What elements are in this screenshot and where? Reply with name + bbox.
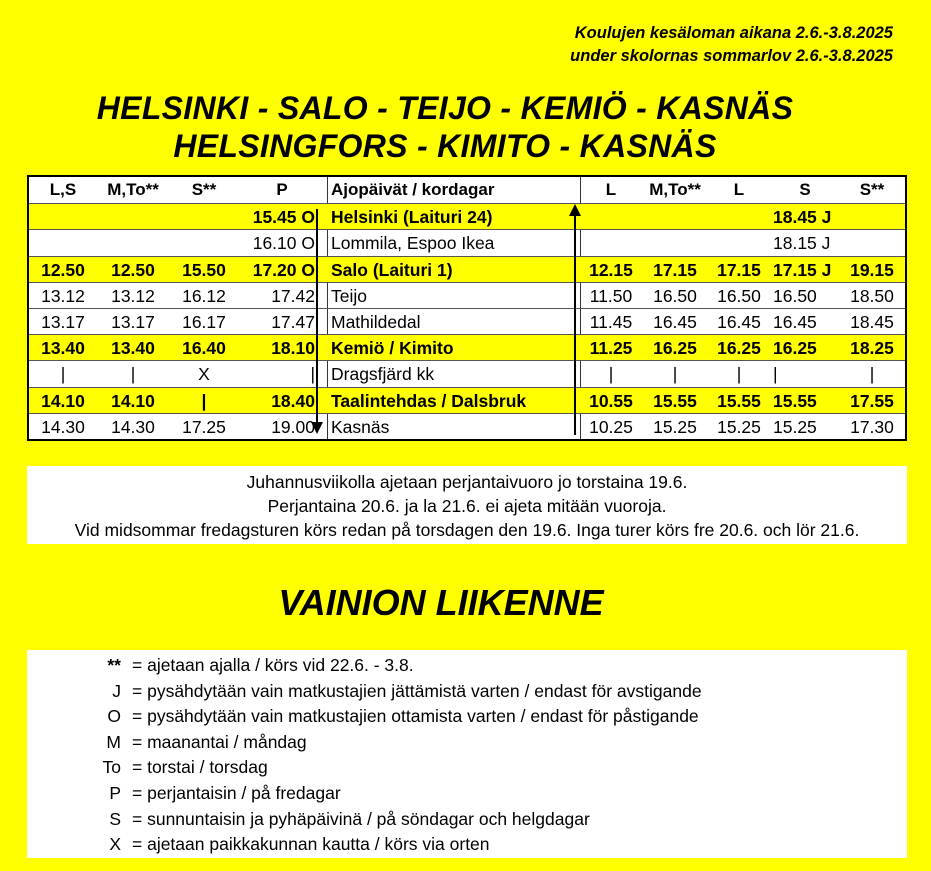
legend-symbol: To	[102, 757, 121, 778]
return-time	[841, 230, 903, 256]
return-time: 12.15	[589, 259, 633, 280]
return-time: 11.50	[589, 285, 633, 306]
table-row	[29, 282, 905, 308]
return-time: 17.15 J	[773, 259, 832, 280]
notice-line: Vid midsommar fredagsturen körs redan på torsdagen den 19.6. Inga turer körs fre 20.6. och lör 21.6.	[74, 520, 860, 540]
table-row	[29, 413, 905, 439]
departure-time: 18.10	[271, 338, 315, 359]
return-time: 15.55	[773, 390, 817, 411]
return-time: 16.45	[717, 312, 761, 332]
validity-period-sv: under skolornas sommarlov 2.6.-3.8.2025	[570, 47, 893, 65]
return-time: 11.45	[589, 312, 633, 332]
departure-time: X	[198, 364, 210, 385]
departure-time: 16.10 O	[252, 233, 315, 254]
return-time: 16.50	[773, 285, 817, 306]
return-time	[641, 204, 709, 230]
table-row	[29, 229, 905, 255]
return-time: 18.15 J	[773, 233, 831, 254]
notice-line: Perjantaina 20.6. ja la 21.6. ei ajeta mitään vuoroja.	[267, 496, 667, 516]
header-cell: S**	[191, 180, 217, 199]
return-time: 17.55	[850, 390, 894, 411]
arrow-up-icon	[569, 204, 581, 216]
return-time	[581, 230, 641, 256]
departure-time: 17.20 O	[252, 259, 315, 280]
legend-text: = torstai / torsdag	[132, 757, 268, 778]
departure-time: 14.30	[111, 416, 155, 437]
direction-line-up	[574, 215, 576, 435]
return-time: |	[672, 364, 678, 385]
departure-time: 14.10	[41, 390, 85, 411]
timetable-header	[29, 177, 905, 203]
legend-text: = perjantaisin / på fredagar	[132, 782, 341, 803]
return-time: 10.25	[589, 416, 633, 437]
departure-time: |	[201, 390, 207, 411]
departure-time: 16.12	[182, 285, 226, 306]
table-row	[29, 203, 905, 229]
departure-time: |	[130, 364, 136, 385]
return-time: 16.25	[717, 338, 761, 359]
departure-time: 13.40	[111, 338, 155, 359]
return-time: 18.45	[850, 312, 894, 332]
legend-item	[27, 832, 907, 858]
direction-line-down	[316, 209, 318, 424]
departure-time: 13.17	[41, 312, 85, 332]
legend-text: = pysähdytään vain matkustajien jättämistä varten / endast för avstigande	[132, 680, 702, 701]
midsummer-notice	[27, 466, 907, 544]
header-cell: L	[605, 180, 617, 199]
legend-symbol: S	[109, 808, 121, 829]
departure-time: 13.12	[41, 285, 85, 306]
return-time: |	[608, 364, 614, 385]
stop-name: Mathildedal	[331, 312, 421, 332]
legend-text: = pysähdytään vain matkustajien ottamista varten / endast för påstigande	[132, 706, 699, 727]
departure-time	[97, 230, 169, 256]
departure-time: 12.50	[41, 259, 85, 280]
route-title-fi: HELSINKI - SALO - TEIJO - KEMIÖ - KASNÄS	[96, 90, 794, 126]
return-time: 16.25	[773, 338, 817, 359]
timetable	[27, 175, 907, 441]
departure-time: 12.50	[111, 259, 155, 280]
header-cell: L	[733, 180, 745, 199]
route-title-sv: HELSINGFORS - KIMITO - KASNÄS	[173, 128, 717, 164]
legend-item	[27, 679, 907, 705]
header-cell: M,To**	[107, 180, 159, 199]
return-time: 18.50	[850, 285, 894, 306]
validity-period	[570, 22, 893, 68]
table-row	[29, 387, 905, 413]
departure-time: 13.17	[111, 312, 155, 332]
return-time	[709, 204, 769, 230]
stop-name: Taalintehdas / Dalsbruk	[331, 390, 527, 411]
departure-time: |	[310, 364, 315, 385]
return-time: 16.45	[773, 312, 817, 332]
departure-time: 16.40	[182, 338, 226, 359]
return-time: |	[736, 364, 742, 385]
legend-item	[27, 704, 907, 730]
header-cell: S	[799, 180, 811, 199]
table-row	[29, 256, 905, 282]
legend-item	[27, 653, 907, 679]
legend-item	[27, 755, 907, 781]
return-time: 15.55	[653, 390, 697, 411]
legend-item	[27, 807, 907, 833]
arrow-down-icon	[311, 422, 323, 434]
return-time	[709, 230, 769, 256]
departure-time: 15.50	[182, 259, 226, 280]
departure-time: 18.40	[271, 390, 315, 411]
return-time: 19.15	[850, 259, 894, 280]
stop-name: Dragsfjärd kk	[331, 364, 435, 385]
return-time	[641, 230, 709, 256]
departure-time: 17.25	[182, 416, 226, 437]
stop-name: Kemiö / Kimito	[331, 338, 454, 359]
return-time: 16.45	[653, 312, 697, 332]
return-time: 17.15	[653, 259, 697, 280]
operator-name: VAINION LIIKENNE	[278, 582, 604, 623]
notice-line: Juhannusviikolla ajetaan perjantaivuoro jo torstaina 19.6.	[246, 472, 688, 492]
validity-period-fi: Koulujen kesäloman aikana 2.6.-3.8.2025	[574, 24, 893, 42]
departure-time: 17.42	[271, 285, 315, 306]
departure-time: 15.45 O	[252, 207, 315, 228]
stop-name: Teijo	[331, 285, 367, 306]
return-time: 18.25	[850, 338, 894, 359]
return-time: 15.25	[773, 416, 817, 437]
return-time: 10.55	[589, 390, 633, 411]
departure-time: 14.30	[41, 416, 85, 437]
departure-time: 14.10	[111, 390, 155, 411]
legend-symbol: P	[109, 782, 121, 803]
departure-time: 16.17	[182, 312, 226, 332]
return-time: |	[869, 364, 875, 385]
legend-item	[27, 730, 907, 756]
departure-time: |	[60, 364, 66, 385]
departure-time: 13.40	[41, 338, 85, 359]
stop-name: Kasnäs	[331, 416, 390, 437]
return-time: 15.25	[653, 416, 697, 437]
departure-time: 19.00	[271, 416, 315, 437]
legend-symbol: **	[107, 655, 121, 675]
header-cell: P	[276, 180, 288, 199]
return-time: 11.25	[589, 338, 633, 359]
legend-symbol: M	[106, 731, 121, 752]
legend-text: = ajetaan paikkakunnan kautta / körs via orten	[132, 834, 490, 855]
table-row	[29, 360, 905, 386]
return-time	[581, 204, 641, 230]
legend-symbol: J	[112, 680, 121, 701]
legend-text: = sunnuntaisin ja pyhäpäivinä / på söndagar och helgdagar	[132, 808, 590, 829]
legend-text: = maanantai / måndag	[132, 731, 307, 752]
return-time: 15.55	[717, 390, 761, 411]
return-time: |	[773, 364, 778, 385]
departure-time: 13.12	[111, 285, 155, 306]
legend	[27, 650, 907, 858]
return-time: 16.25	[653, 338, 697, 359]
legend-item	[27, 781, 907, 807]
return-time: 16.50	[717, 285, 761, 306]
return-time: 17.15	[717, 259, 761, 280]
header-cell-stop: Ajopäivät / kordagar	[331, 180, 495, 199]
return-time: 17.30	[850, 416, 894, 437]
stop-name: Helsinki (Laituri 24)	[331, 207, 493, 228]
departure-time	[97, 204, 169, 230]
legend-text: = ajetaan ajalla / körs vid 22.6. - 3.8.	[132, 655, 414, 675]
header-cell: L,S	[49, 180, 77, 199]
legend-symbol: O	[107, 706, 121, 727]
return-time: 18.45 J	[773, 207, 832, 228]
return-time: 15.25	[717, 416, 761, 437]
return-time	[841, 204, 903, 230]
table-row	[29, 334, 905, 360]
departure-time	[33, 230, 93, 256]
stop-name: Salo (Laituri 1)	[331, 259, 453, 280]
header-cell: S**	[859, 180, 885, 199]
table-row	[29, 308, 905, 334]
departure-time: 17.47	[271, 312, 315, 332]
legend-symbol: X	[109, 834, 121, 855]
departure-time	[33, 204, 93, 230]
header-cell: M,To**	[649, 180, 701, 199]
return-time: 16.50	[653, 285, 697, 306]
stop-name: Lommila, Espoo Ikea	[331, 233, 495, 254]
